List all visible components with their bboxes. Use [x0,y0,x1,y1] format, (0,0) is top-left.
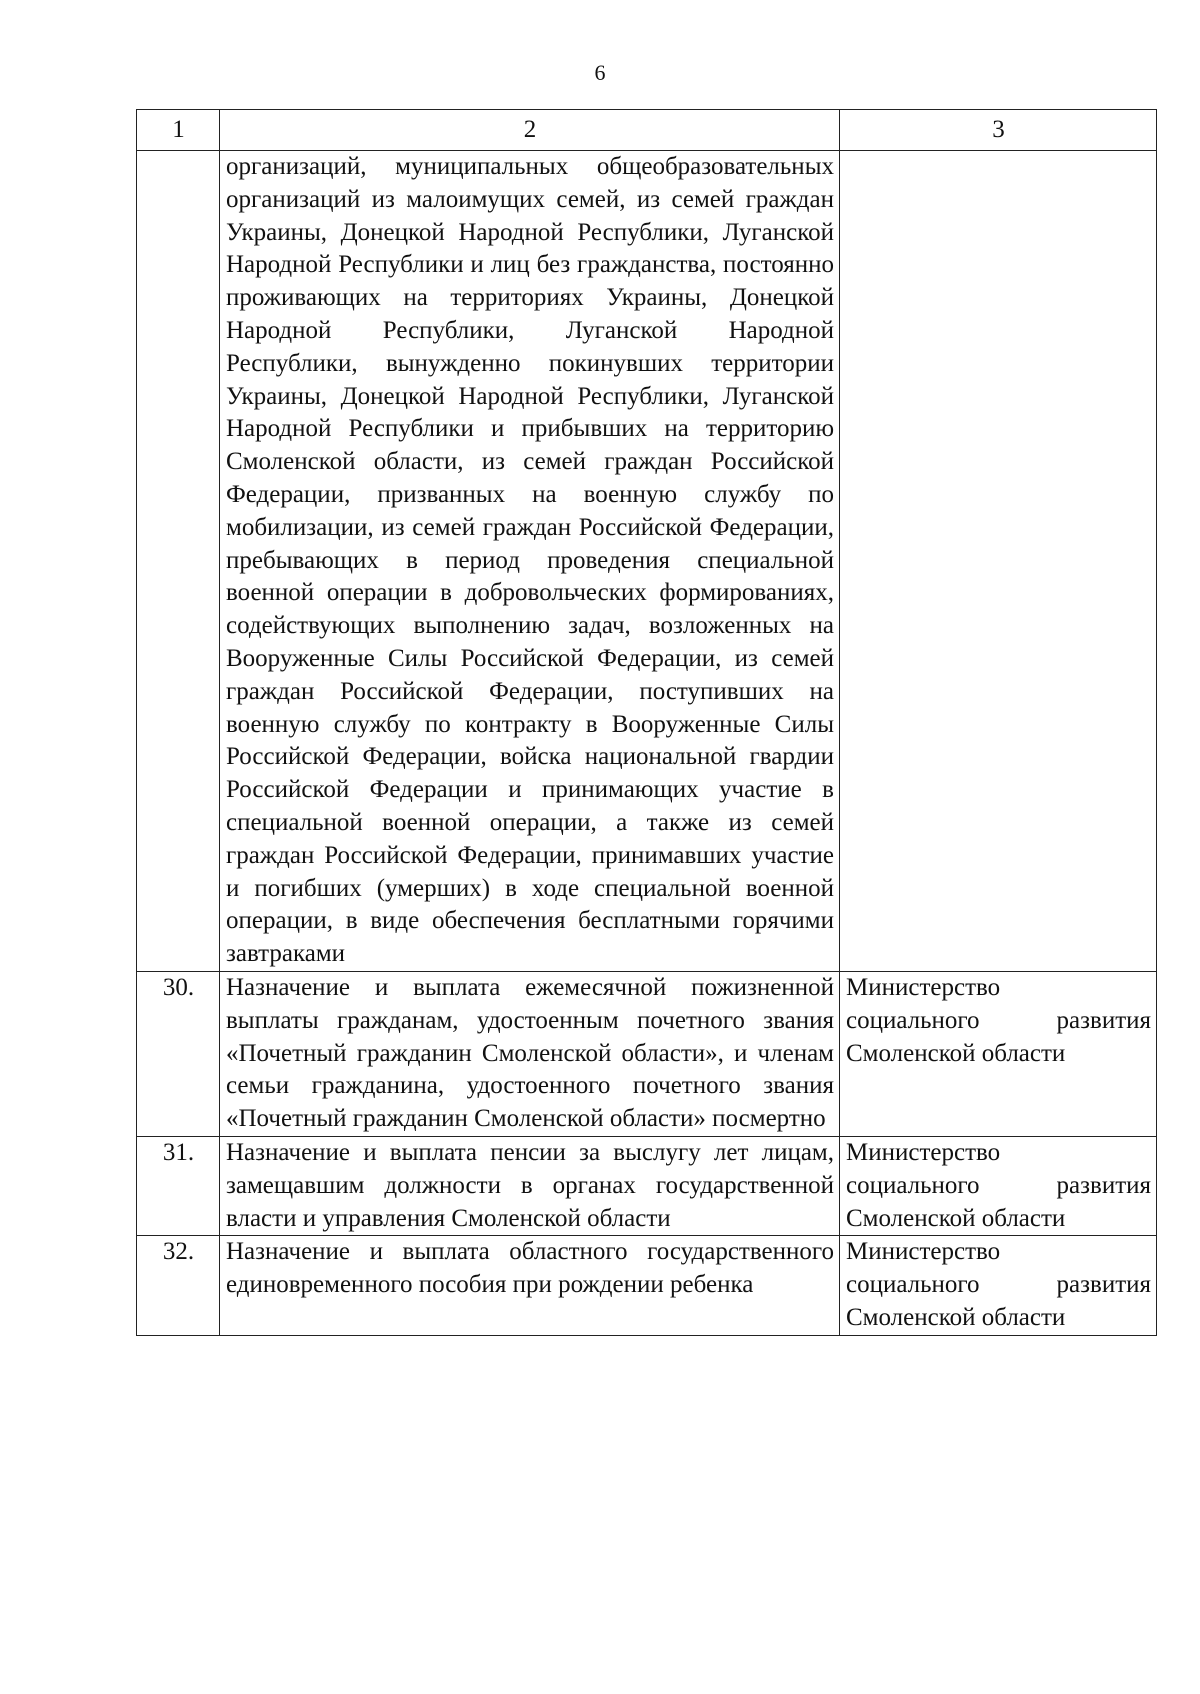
table-header-row [137,110,1157,151]
table-row-continuation [137,151,1157,972]
row-number-cell: 31. [137,1136,220,1235]
column-header-3: 3 [840,110,1157,151]
row-description-cell: организаций, муниципальных общеобразовательных организаций из малоимущих семей, из семей граждан Украины, Донецкой Народной Республики, Луганской Народной Республики и лиц без гражданства, постоянно проживающих на территориях Украины, Донецкой Народной Республики, Луганской Народной Республики, вынужденно покинувших территории Украины, Донецкой Народной Республики, Луганской Народной Республики и прибывших на территорию Смоленской области, из семей граждан Российской Федерации, призванных на военную службу по мобилизации, из семей граждан Российской Федерации, пребывающих в период проведения специальной военной операции в добровольческих формированиях, содействующих выполнению задач, возложенных на Вооруженные Силы Российской Федерации, из семей граждан Российской Федерации, поступивших на военную службу по контракту в Вооруженные Силы Российской Федерации, войска национальной гвардии Российской Федерации и принимающих участие в специальной военной операции, а также из семей граждан Российской Федерации, принимавших участие и погибших (умерших) в ходе специальной военной операции, в виде обеспечения бесплатными горячими завтраками [220,151,840,972]
row-agency-cell [840,971,1157,1136]
agency-line: социального развития [846,1271,1151,1299]
agency-line: Министерство [846,973,1001,1001]
agency-line: Министерство [846,1238,1001,1266]
agency-line: Смоленской области [846,1039,1066,1067]
row-agency-cell [840,151,1157,972]
agency-line: социального развития [846,1171,1151,1199]
row-agency-cell [840,1236,1157,1335]
row-number-cell: 30. [137,971,220,1136]
agency-line: Министерство [846,1138,1001,1166]
page-number: 6 [594,60,606,85]
column-header-1: 1 [137,110,220,151]
row-description-cell: Назначение и выплата пенсии за выслугу лет лицам, замещавшим должности в органах государственной власти и управления Смоленской области [220,1136,840,1235]
agency-line: Смоленской области [846,1204,1066,1232]
column-header-2: 2 [220,110,840,151]
table-row-30 [137,971,1157,1136]
agency-line: Смоленской области [846,1303,1066,1331]
agency-line: социального развития [846,1006,1151,1034]
row-description-cell: Назначение и выплата ежемесячной пожизненной выплаты гражданам, удостоенным почетного звания «Почетный гражданин Смоленской области», и членам семьи гражданина, удостоенного почетного звания «Почетный гражданин Смоленской области» посмертно [220,971,840,1136]
row-number-cell [137,151,220,972]
services-table [136,109,1157,1336]
table-row-32 [137,1236,1157,1335]
row-description-cell: Назначение и выплата областного государственного единовременного пособия при рождении ребенка [220,1236,840,1335]
row-agency-cell [840,1136,1157,1235]
table-row-31 [137,1136,1157,1235]
row-number-cell: 32. [137,1236,220,1335]
